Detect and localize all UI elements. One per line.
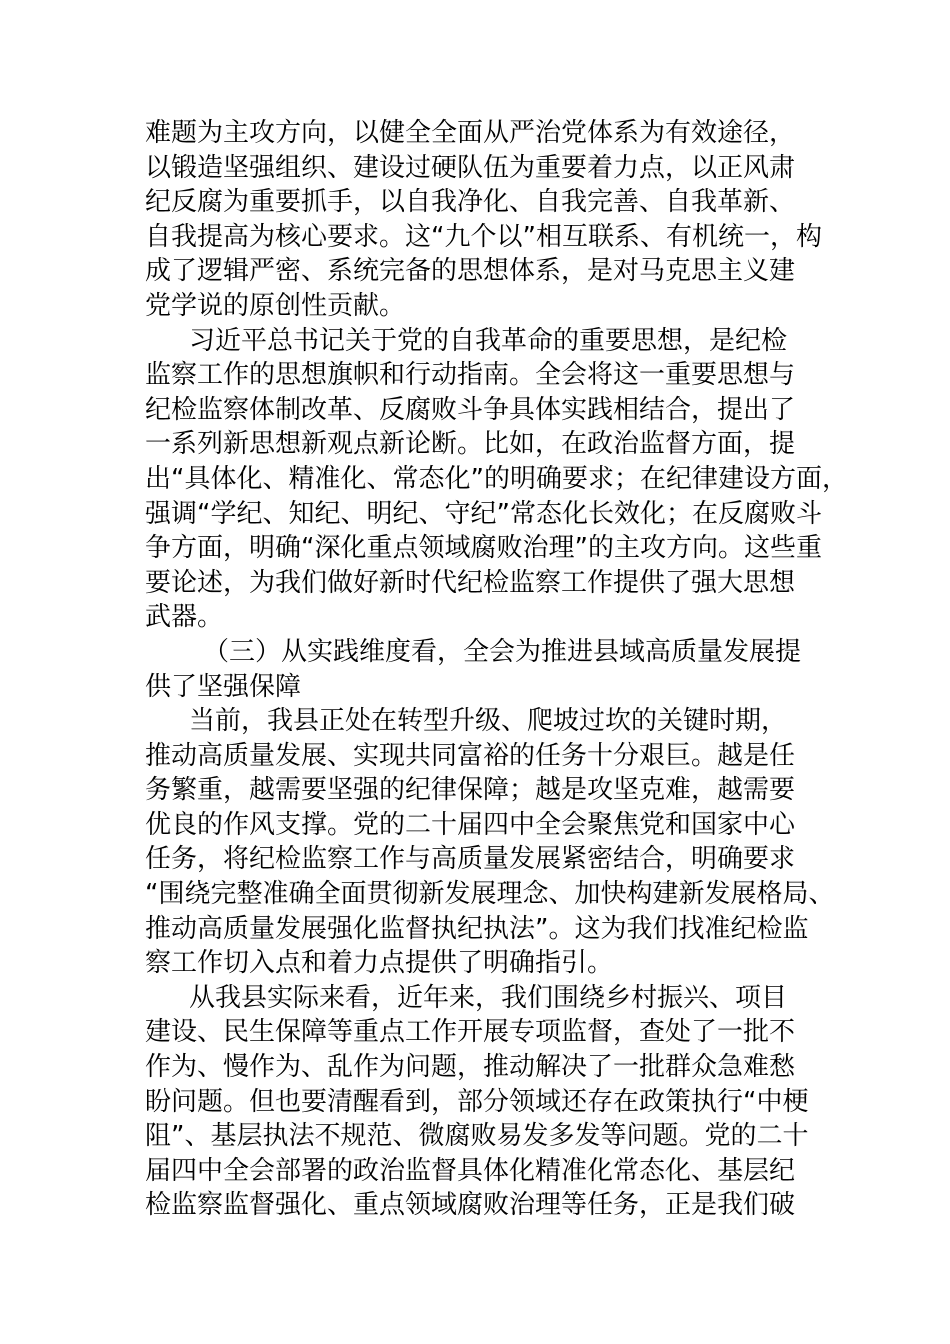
- text-line: 推动高质量发展强化监督执纪执法”。这为我们找准纪检监: [145, 913, 809, 944]
- text-line: 难题为主攻方向，以健全全面从严治党体系为有效途径，: [145, 118, 796, 148]
- section-heading-line: 供了坚强保障: [145, 671, 302, 702]
- paragraph-start-line: 当前，我县正处在转型升级、爬坡过坎的关键时期，: [189, 706, 788, 737]
- text-line: 检监察监督强化、重点领域腐败治理等任务，正是我们破: [145, 1190, 796, 1221]
- text-line: “围绕完整准确全面贯彻新发展理念、加快构建新发展格局、: [145, 879, 835, 910]
- paragraph-start-line: 从我县实际来看，近年来，我们围绕乡村振兴、项目: [189, 982, 788, 1013]
- text-line: 务繁重，越需要坚强的纪律保障；越是攻坚克难，越需要: [145, 775, 796, 806]
- text-line: 任务，将纪检监察工作与高质量发展紧密结合，明确要求: [145, 844, 796, 875]
- text-line: 盼问题。但也要清醒看到，部分领域还存在政策执行“中梗: [145, 1086, 809, 1117]
- paragraph-start-line: 习近平总书记关于党的自我革命的重要思想，是纪检: [189, 325, 788, 356]
- text-line: 以锻造坚强组织、建设过硬队伍为重要着力点，以正风肃: [145, 152, 796, 183]
- text-line: 一系列新思想新观点新论断。比如，在政治监督方面，提: [145, 429, 796, 460]
- document-body: [145, 116, 848, 1223]
- text-line: 监察工作的思想旗帜和行动指南。全会将这一重要思想与: [145, 360, 796, 391]
- text-line: 推动高质量发展、实现共同富裕的任务十分艰巨。越是任: [145, 740, 796, 771]
- text-line: 察工作切入点和着力点提供了明确指引。: [145, 948, 614, 979]
- text-line: 强调“学纪、知纪、明纪、守纪”常态化长效化；在反腐败斗: [145, 498, 822, 529]
- text-line: 纪反腐为重要抓手，以自我净化、自我完善、自我革新、: [145, 187, 796, 218]
- text-line: 建设、民生保障等重点工作开展专项监督，查处了一批不: [145, 1017, 796, 1048]
- text-line: 自我提高为核心要求。这“九个以”相互联系、有机统一，构: [145, 221, 822, 252]
- text-line: 作为、慢作为、乱作为问题，推动解决了一批群众急难愁: [145, 1052, 796, 1083]
- text-line: 届四中全会部署的政治监督具体化精准化常态化、基层纪: [145, 1155, 796, 1186]
- text-line: 要论述，为我们做好新时代纪检监察工作提供了强大思想: [145, 567, 796, 598]
- text-line: 优良的作风支撑。党的二十届四中全会聚焦党和国家中心: [145, 809, 796, 840]
- text-line: 党学说的原创性贡献。: [145, 290, 406, 321]
- text-line: 成了逻辑严密、系统完备的思想体系，是对马克思主义建: [145, 256, 796, 287]
- text-line: 争方面，明确“深化重点领域腐败治理”的主攻方向。这些重: [145, 533, 822, 564]
- text-line: 武器。: [145, 602, 224, 633]
- section-heading-line: （三）从实践维度看，全会为推进县域高质量发展提: [203, 636, 802, 667]
- text-line: 阻”、基层执法不规范、微腐败易发多发等问题。党的二十: [145, 1121, 809, 1152]
- text-line: 出“具体化、精准化、常态化”的明确要求；在纪律建设方面，: [145, 463, 848, 494]
- text-line: 纪检监察体制改革、反腐败斗争具体实践相结合，提出了: [145, 394, 796, 425]
